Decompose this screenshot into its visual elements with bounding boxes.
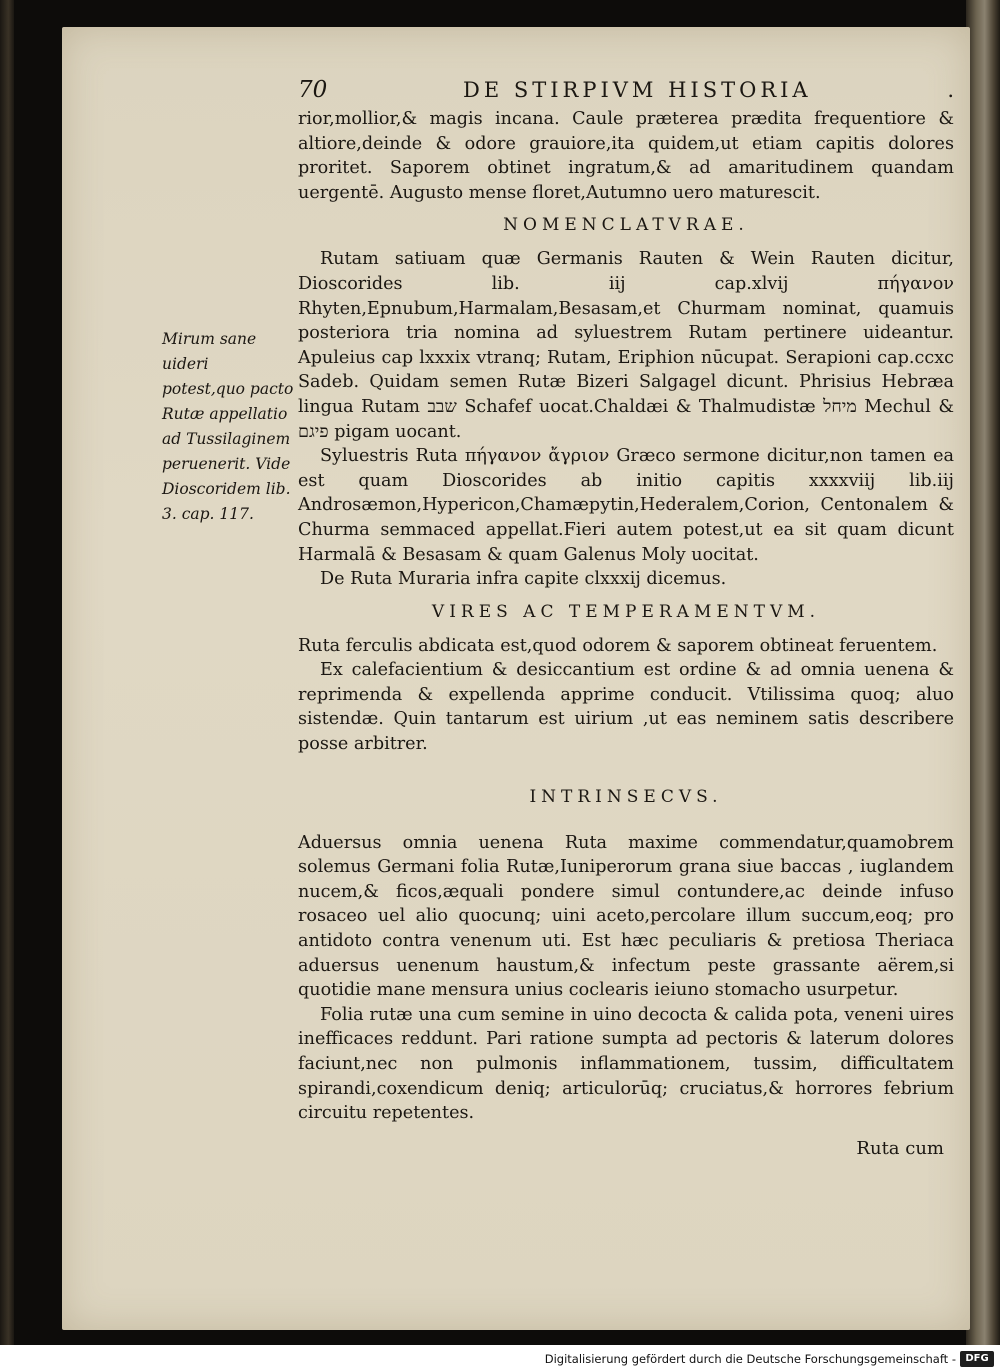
- dfg-logo-icon: DFG: [960, 1351, 994, 1367]
- vires-paragraph-1: Ruta ferculis abdicata est,quod odorem & saporem obtineat feruentem.: [298, 635, 938, 656]
- opening-paragraph: rior,mollior,& magis incana. Caule præterea prædita frequentiore & altiore,deinde & odore grauiore,ita quidem,ut etiam capitis dolores proritet. Saporem obtinet ingratum,& ad amaritudinem quandam uergentē. Augusto mense floret,Autumno uero maturescit.: [298, 109, 954, 203]
- section-heading-intrinsecus: INTRINSECVS.: [529, 786, 723, 807]
- running-head: [298, 77, 954, 103]
- intrinsecus-paragraph-2: Folia rutæ una cum semine in uino decocta & calida pota, veneni uires inefficaces reddunt. Pari ratione sumpta ad pectoris & laterum dolores faciunt,nec non pulmonis inflammationem, tussim, difficultatem spirandi,coxendicum deniq; articulorūq; cruciatus,& horrores febrium circuitu repetentes.: [298, 1004, 954, 1124]
- nomenclature-paragraph-1: Rutam satiuam quæ Germanis Rauten & Wein Rauten dicitur, Dioscorides lib. iij cap.xlvij πήγανον Rhyten,Epnubum,Harmalam,Besasam,et Churmam nominat, quamuis posteriora tria nomina ad syluestrem Rutam pertinere uideantur. Apuleius cap lxxxix vtranq; Rutam, Eriphion nūcupat. Serapioni cap.ccxc Sadeb. Quidam semen Rutæ Bizeri Salgagel dicunt. Phrisius Hebræa lingua Rutam שבב Schafef uocat.Chaldæi & Thalmudistæ מיחל Mechul & פיגם pigam uocant.: [298, 249, 954, 442]
- running-head-mark: .: [947, 78, 954, 102]
- book-page: [62, 27, 970, 1330]
- book-spine-edge: [966, 0, 1000, 1345]
- digitization-footer: [0, 1345, 1000, 1371]
- running-title: DE STIRPIVM HISTORIA: [462, 78, 812, 102]
- section-heading-vires: VIRES AC TEMPERAMENTVM.: [431, 601, 821, 622]
- vires-paragraph-2: Ex calefacientium & desiccantium est ordine & ad omnia uenena & reprimenda & expellenda apprime conducit. Vtilissima quoq; aluo sistendæ. Quin tantarum est uirium ,ut eas neminem satis describere posse arbitrer.: [298, 660, 954, 755]
- catchword: Ruta cum: [856, 1137, 944, 1159]
- section-heading-nomenclature: NOMENCLATVRAE.: [503, 215, 749, 236]
- page-number: 70: [298, 77, 328, 103]
- nomenclature-paragraph-2: Syluestris Ruta πήγανον ἄγριον Græco sermone dicitur,non tamen ea est quam Dioscorides ab initio capitis xxxxviij lib.iij Androsæmon,Hypericon,Chamæpytin,Hederalem,Corion, Centonalem & Churma semmaced appellat.Fieri autem potest,ut ea sit quam dicunt Harmalā & Besasam & quam Galenus Moly uocitat.: [298, 446, 954, 565]
- page-text-block: [298, 77, 954, 1159]
- funding-credit: Digitalisierung gefördert durch die Deutsche Forschungsgemeinschaft -: [544, 1352, 956, 1366]
- nomenclature-paragraph-3: De Ruta Muraria infra capite clxxxij dicemus.: [320, 569, 727, 590]
- scan-edge-left: [0, 0, 14, 1345]
- marginal-note: Mirum sane uideri potest,quo pacto Rutæ appellatio ad Tussilaginem peruenerit. Vide Dioscoridem lib. 3. cap. 117.: [162, 330, 294, 523]
- intrinsecus-paragraph-1: Aduersus omnia uenena Ruta maxime commendatur,quamobrem solemus Germani folia Rutæ,Iuniperorum grana siue baccas , iuglandem nucem,& ficos,æquali pondere simul contundere,ac deinde infuso rosaceo uel alio quocunq; uini aceto,percolare illum succum,eoq; pro antidoto contra venenum uti. Est hæc peculiaris & pretiosa Theriaca aduersus uenenum haustum,& infectum peste grassante aërem,si quotidie mane mensura unius coclearis ieiuno stomacho usurpetur.: [298, 832, 954, 1001]
